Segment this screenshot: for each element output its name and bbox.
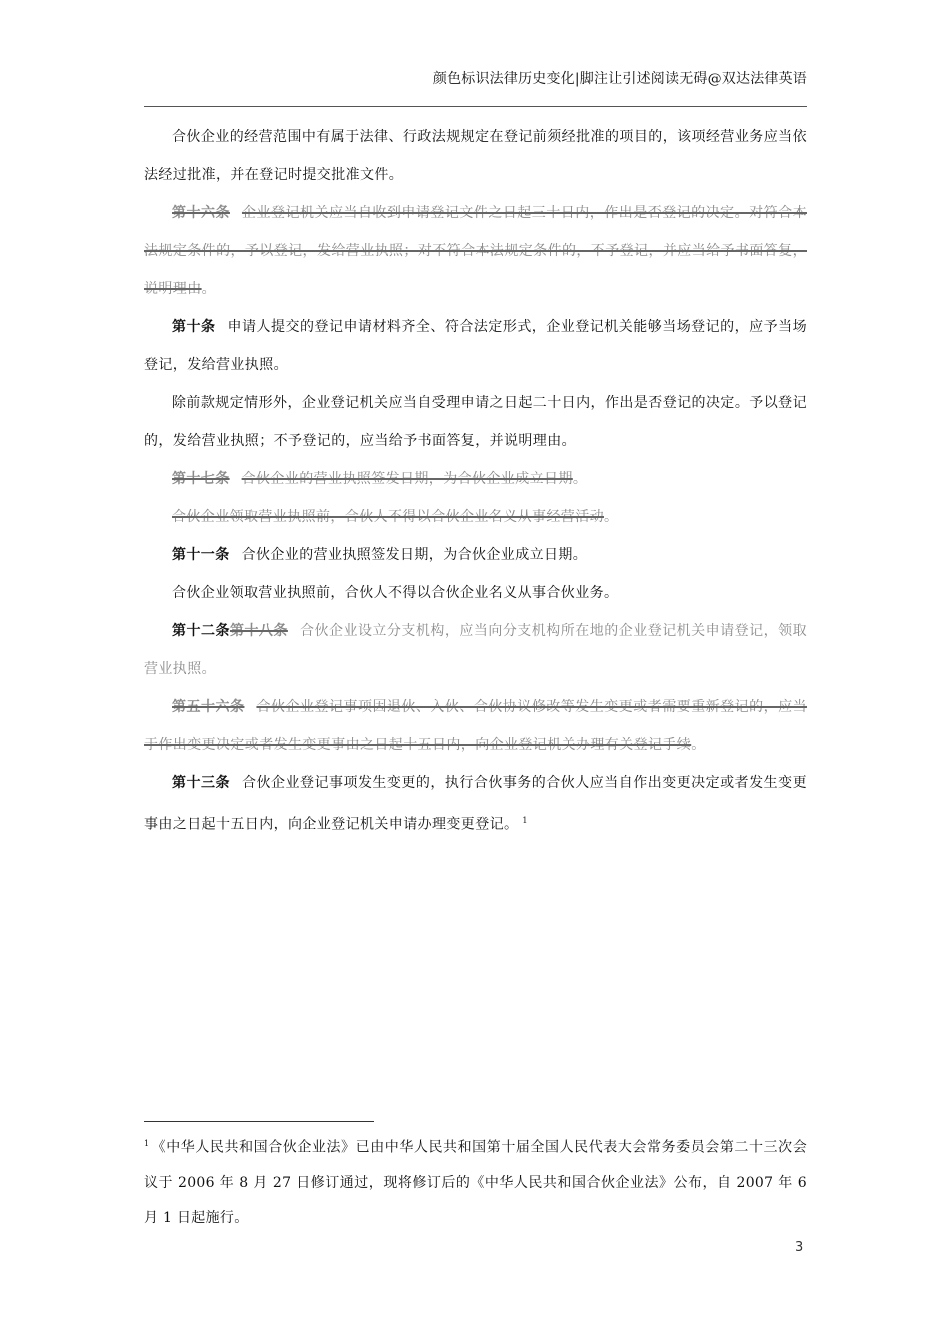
article-number: 第十条 — [172, 319, 216, 335]
deleted-article-number: 第五十六条 — [172, 699, 245, 715]
footnote — [144, 1126, 807, 1236]
article-number: 第十三条 — [172, 775, 230, 791]
article-11-para-2 — [144, 574, 807, 612]
deleted-article-17-para-2 — [144, 498, 807, 536]
article-text: 合伙企业登记事项发生变更的，执行合伙事务的合伙人应当自作出变更决定或者发生变更事由之日起十五日内，向企业登记机关申请办理变更登记。 — [144, 775, 807, 833]
deleted-article-tail: 。 — [572, 471, 588, 487]
deleted-article-56 — [144, 688, 807, 764]
old-article-number: 第十八条 — [229, 623, 288, 639]
article-12-renumbered — [144, 612, 807, 688]
footnote-mark: 1 — [144, 1139, 150, 1148]
deleted-article-tail: 。 — [691, 737, 706, 753]
paragraph-text: 除前款规定情形外，企业登记机关应当自受理申请之日起二十日内，作出是否登记的决定。予以登记的，发给营业执照；不予登记的，应当给予书面答复，并说明理由。 — [144, 395, 807, 449]
paragraph-text: 合伙企业的经营范围中有属于法律、行政法规规定在登记前须经批准的项目的，该项经营业务应当依法经过批准，并在登记时提交批准文件。 — [144, 129, 807, 183]
deleted-paragraph-text: 合伙企业领取营业执照前，合伙人不得以合伙企业名义从事经营活动 — [172, 509, 604, 525]
deleted-article-tail: 。 — [201, 281, 217, 297]
deleted-article-text: 合伙企业的营业执照签发日期，为合伙企业成立日期 — [241, 471, 573, 487]
page-number: 3 — [795, 1240, 804, 1255]
article-number: 第十二条 — [172, 623, 230, 639]
deleted-article-text: 合伙企业登记事项因退伙、入伙、合伙协议修改等发生变更或者需要重新登记的，应当于作出变更决定或者发生变更事由之日起十五日内，向企业登记机关办理有关登记手续 — [144, 699, 808, 753]
article-11 — [144, 536, 807, 574]
footnote-divider — [144, 1121, 374, 1122]
paragraph-business-scope — [144, 118, 807, 194]
article-10 — [144, 308, 807, 384]
article-number: 第十一条 — [172, 547, 230, 563]
article-13 — [144, 764, 807, 844]
deleted-article-text: 企业登记机关应当自收到申请登记文件之日起三十日内，作出是否登记的决定。对符合本法规定条件的，予以登记，发给营业执照；对不符合本法规定条件的，不予登记，并应当给予书面答复，说明理由 — [144, 205, 807, 297]
footnote-text: 《中华人民共和国合伙企业法》已由中华人民共和国第十届全国人民代表大会常务委员会第二十三次会议于 2006 年 8 月 27 日修订通过，现将修订后的《中华人民共和国合伙企业法》公布，自 2007 年 6 月 1 日起施行。 — [144, 1139, 807, 1226]
deleted-article-number: 第十七条 — [172, 471, 230, 487]
deleted-article-17 — [144, 460, 807, 498]
footnote-reference[interactable]: 1 — [522, 816, 528, 825]
article-text: 合伙企业的营业执照签发日期，为合伙企业成立日期。 — [241, 547, 588, 563]
header-divider — [144, 106, 807, 107]
article-text: 合伙企业设立分支机构，应当向分支机构所在地的企业登记机关申请登记，领取营业执照。 — [144, 623, 807, 677]
article-text: 申请人提交的登记申请材料齐全、符合法定形式，企业登记机关能够当场登记的，应予当场登记，发给营业执照。 — [144, 319, 807, 373]
deleted-article-number: 第十六条 — [172, 205, 230, 221]
paragraph-text: 合伙企业领取营业执照前，合伙人不得以合伙企业名义从事合伙业务。 — [172, 585, 619, 601]
page-header-title: 颜色标识法律历史变化|脚注让引述阅读无碍@双达法律英语 — [432, 71, 807, 87]
article-10-para-2 — [144, 384, 807, 460]
deleted-article-16 — [144, 194, 807, 308]
document-body — [144, 118, 807, 844]
deleted-paragraph-tail: 。 — [604, 509, 619, 525]
